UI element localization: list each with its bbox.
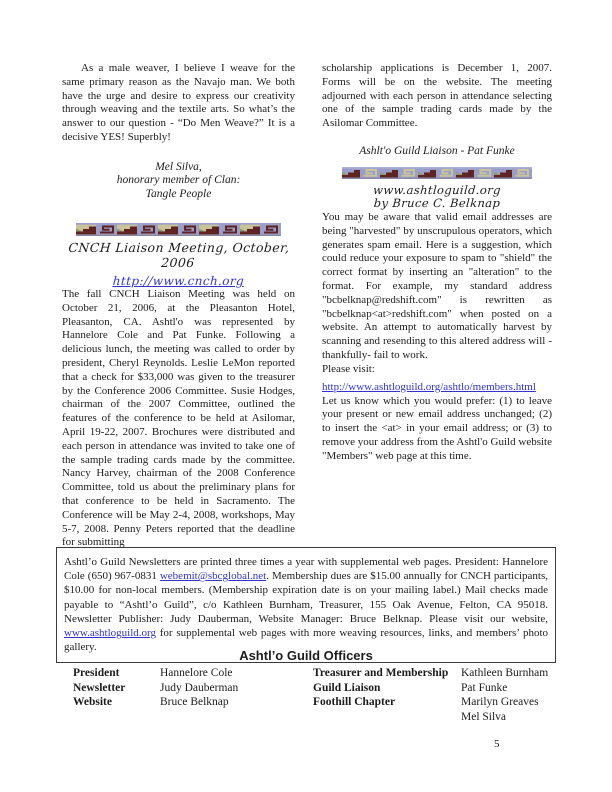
officer-label: Website <box>73 696 112 709</box>
attribution-block <box>62 161 295 201</box>
officer-name: Hannelore Cole <box>160 667 233 679</box>
page-number: 5 <box>494 738 500 750</box>
info-text-1: Ashtl’o Guild Newsletters are printed three times a year with supplemental web pages. President: Hannelore Cole (650) 967-0831 <box>64 556 548 583</box>
officers-table <box>56 666 556 724</box>
left-column <box>62 62 295 550</box>
ashtloguild-caption: www.ashtloguild.org <box>372 182 502 197</box>
two-column-body <box>62 62 552 550</box>
weaving-band-image <box>342 167 532 179</box>
info-text-2: . Membership dues are $15.00 annually for CNCH participants, $10.00 for non-local members. (Membership expiration date is on your mailing label.) Mail checks made payable to “Ashtl’o Guild”, c/o Kathleen Burnham, Treasurer, 155 Oak Avenue, Felton, CA 95018. Newsletter Publisher: Judy Dauberman, Website Manager: Bruce Belknap. Please visit our website, <box>64 570 548 625</box>
info-text-3: for supplemental web pages with more weaving resources, links, and members’ photo gallery. <box>64 627 548 654</box>
officer-label: Treasurer and Membership <box>313 667 449 679</box>
officer-label: Guild Liaison <box>313 681 381 694</box>
weaving-band-image <box>76 223 281 236</box>
guild-liaison-heading: Ashlt'o Guild Liaison - Pat Funke <box>359 144 515 157</box>
officer-name <box>160 710 313 725</box>
newsletter-info-box <box>56 547 556 663</box>
cnch-link[interactable]: http://www.cnch.org <box>112 274 245 288</box>
officer-name: Pat Funke <box>461 681 508 694</box>
guild-website-link[interactable]: www.ashtloguild.org <box>64 627 156 640</box>
members-page-link[interactable]: http://www.ashtloguild.org/ashtlo/members.html <box>322 380 536 393</box>
attribution-name: Mel Silva, <box>155 160 202 173</box>
intro-paragraph: As a male weaver, I believe I weave for the same primary reason as the Navajo man. We both have the urge and desire to express our creativity through weaving and the textile arts. So what’s the answer to our question - “Do Men Weave?” It is a decisive YES! Superbly! <box>62 62 295 143</box>
meeting-report-paragraph: The fall CNCH Liaison Meeting was held on October 21, 2006, at the Pleasanton Hotel, Pleasanton, CA. Ashtl'o was represented by Hannelore Cole and Pat Funke. Following a delicious lunch, the meeting was called to order by president, Cheryl Reynolds. Leslie LeMon reported that a check for $33,000 was given to the treasurer by the Conference 2006 Committee. Susie Hodges, chairman of the 2007 Committee, outlined the features of the conference to be held at Asilomar, April 19-22, 2007. Brochures were distributed and each person in attendance was invited to take one of the sample trading cards made by the committee. Nancy Harvey, chairman of the 2008 Conference Committee, told us about the preliminary plans for that conference to be held in Sacramento. The Conference will be May 2-4, 2008, workshops, May 5-7, 2008. Penny Peters reported that the deadline for submitting <box>62 288 295 549</box>
officer-name: Mel Silva <box>461 710 507 723</box>
left-band-container <box>62 223 295 288</box>
continuation-paragraph: scholarship applications is December 1, 2007. Forms will be on the website. The meeting adjourned with each person in attendance selecting one of the sample trading cards made by the Asilomar Committee. <box>322 62 552 130</box>
attribution-clan: Tangle People <box>145 187 212 200</box>
officer-name: Judy Dauberman <box>160 681 239 694</box>
right-band-container <box>322 167 552 211</box>
officer-name: Kathleen Burnham <box>461 667 549 679</box>
officers-section <box>56 648 556 724</box>
officer-label <box>73 710 160 725</box>
webmaster-email-link[interactable]: webemit@sbcglobal.net <box>159 570 267 583</box>
belknap-byline: by Bruce C. Belknap <box>373 196 501 211</box>
officer-label: Newsletter <box>73 681 126 694</box>
officer-label <box>313 710 461 725</box>
email-harvest-paragraph: You may be aware that valid email addresses are being "harvested" by unscrupulous operators, which generates spam email. Here is a suggestion, which could reduce your exposure to spam to "shield" the correct format by inserting an "alteration" to the format. For example, my standard address "bcbelknap@redshift.com" is rewritten as "bcbelknap<at>redshift.com" when posted on a website. An attempt to automatically harvest by scanning and resending to this altered address will -thankfully- fail to work. <box>322 210 552 361</box>
preferences-paragraph: Let us know which you would prefer: (1) to leave your present or new email address unchanged; (2) to insert the <at> in your email address; or (3) to remove your address from the Ashtl'o Guild website "Members" web page at this time. <box>322 394 552 462</box>
officer-label: President <box>73 667 120 679</box>
officer-name: Marilyn Greaves <box>461 696 539 709</box>
officer-label: Foothill Chapter <box>313 696 396 709</box>
cnch-meeting-caption: CNCH Liaison Meeting, October, 2006 <box>67 240 291 270</box>
officers-heading: Ashtl’o Guild Officers <box>239 648 373 663</box>
right-column <box>322 62 552 550</box>
officer-name: Bruce Belknap <box>160 696 229 709</box>
attribution-title: honorary member of Clan: <box>116 174 241 187</box>
please-visit-label: Please visit: <box>322 362 375 375</box>
